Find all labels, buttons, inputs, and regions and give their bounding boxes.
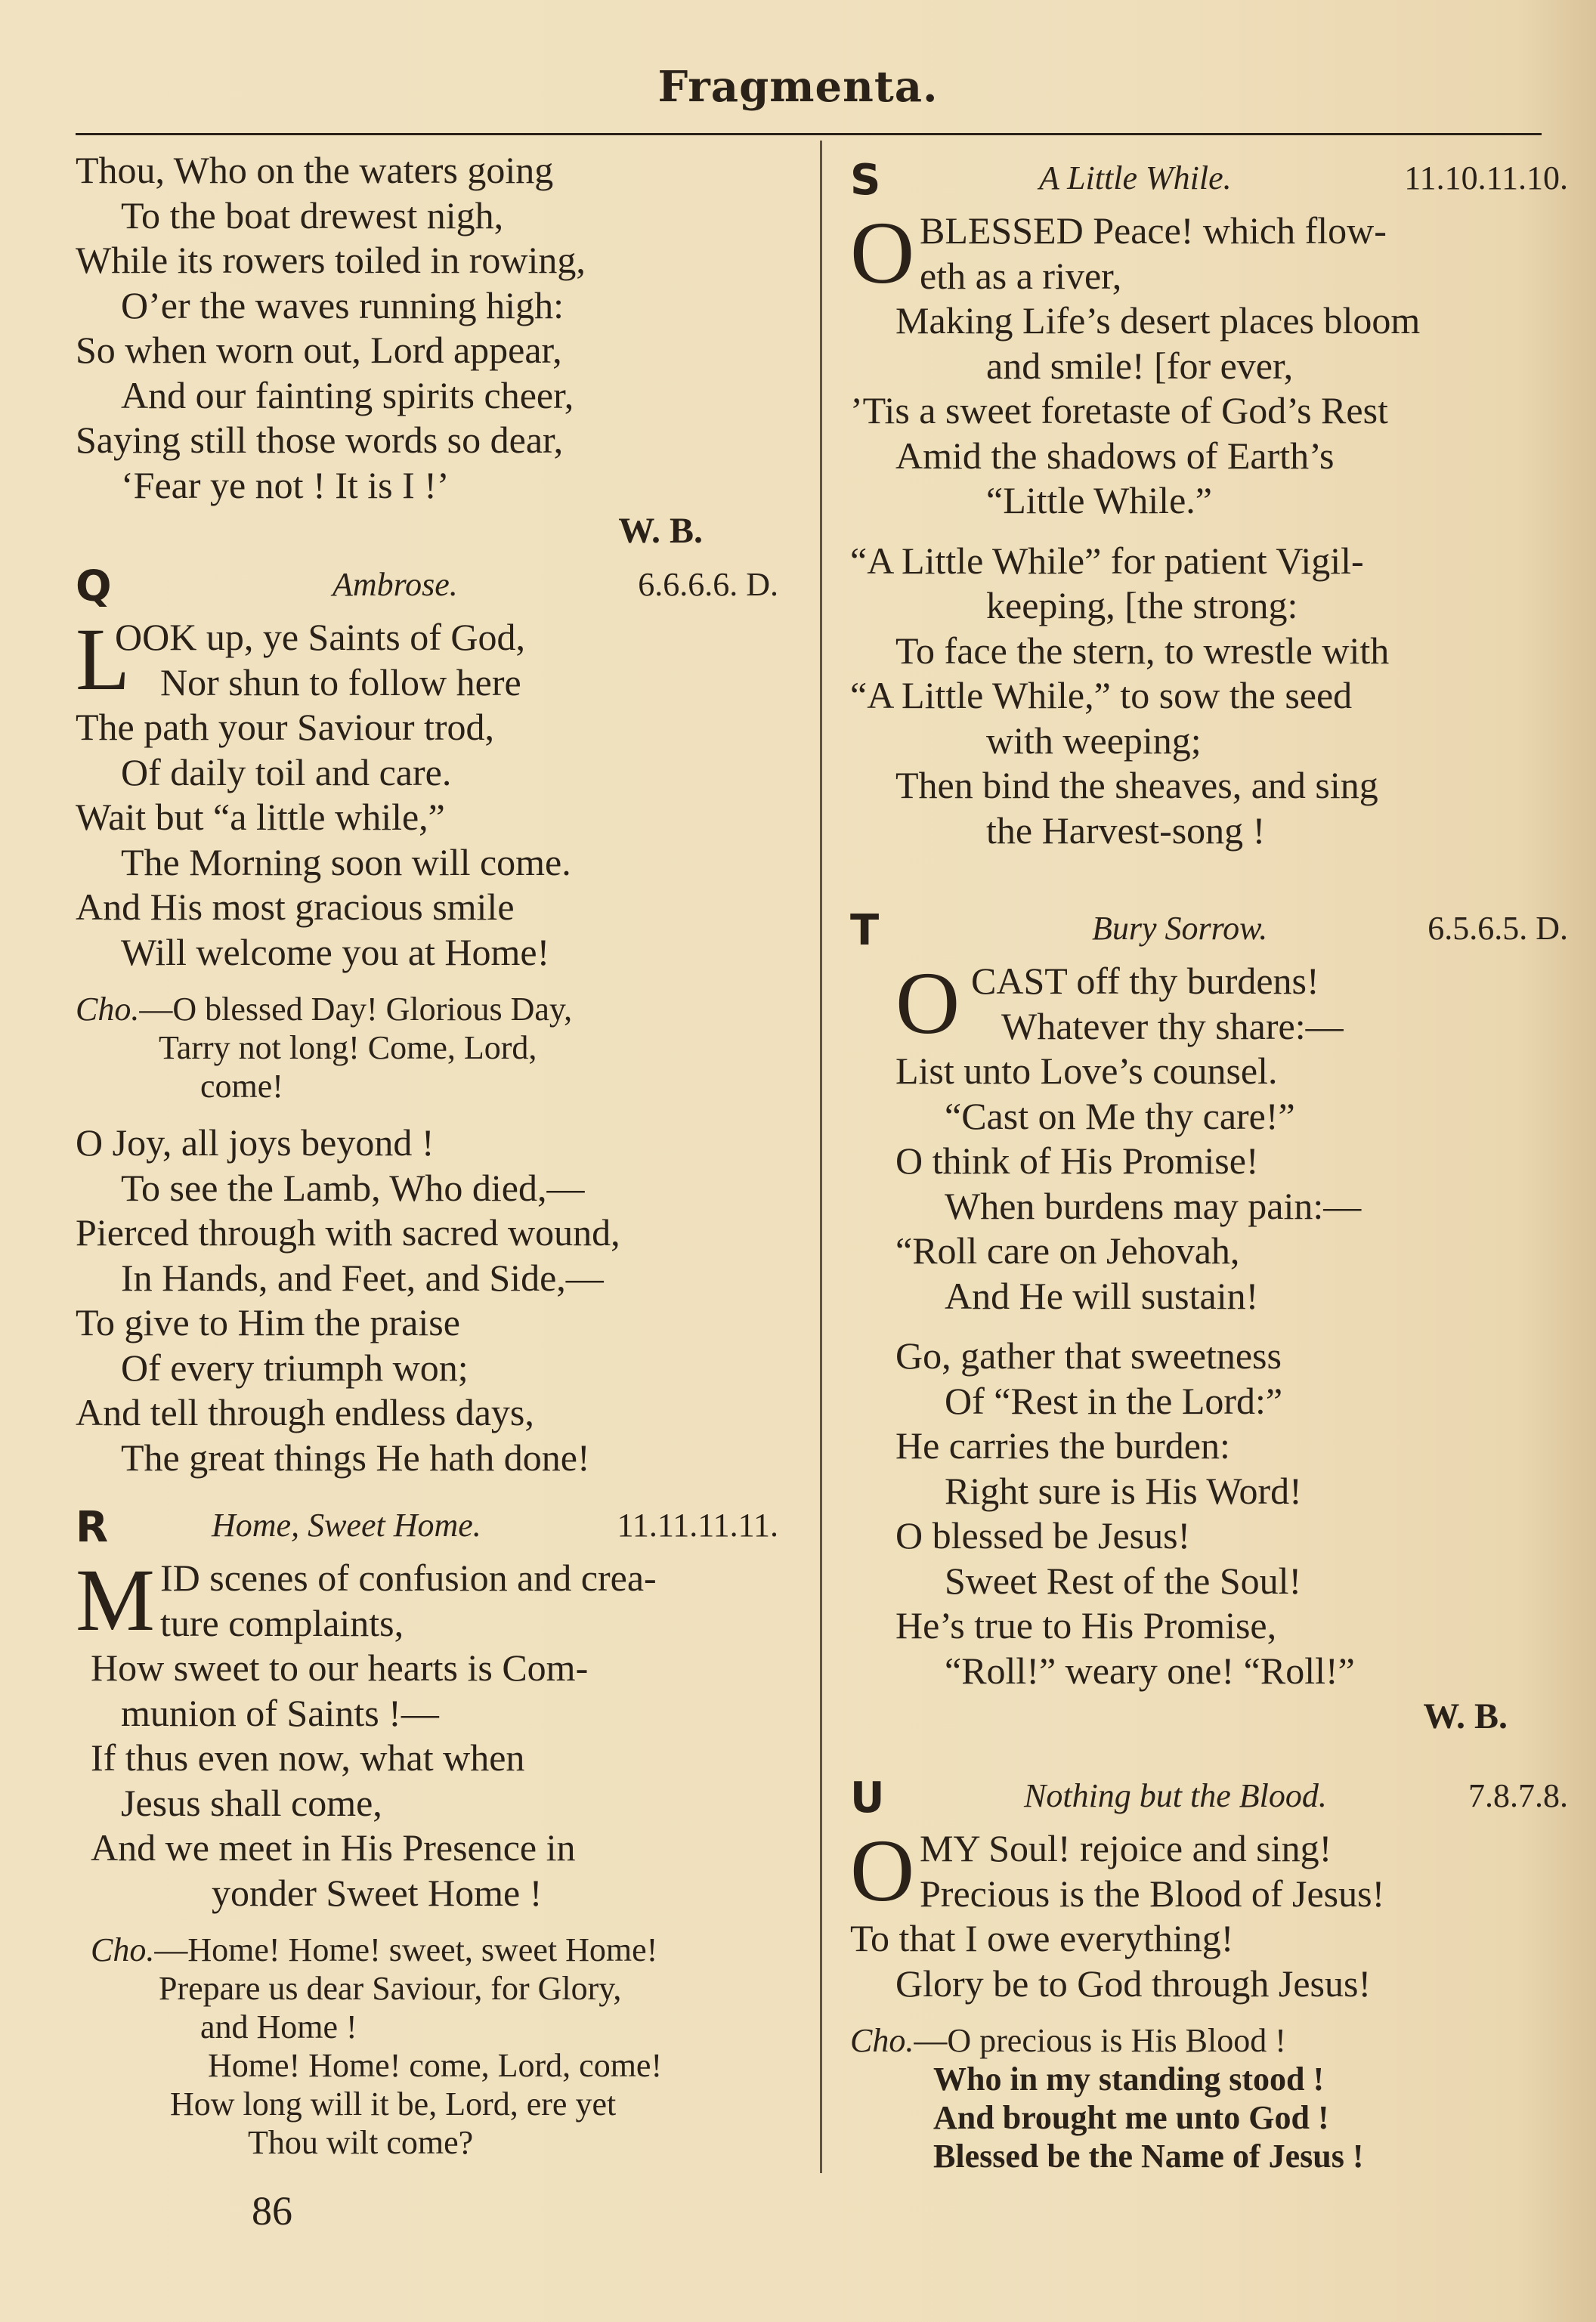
verse-line: List unto Love’s counsel. [895, 1050, 1278, 1092]
right-column [850, 148, 1576, 2175]
verse-line: Sweet Rest of the Soul! [945, 1559, 1302, 1602]
verse-line: Amid the shadows of Earth’s [895, 434, 1335, 477]
verse-line: Go, gather that sweetness [895, 1334, 1282, 1377]
header-rule [76, 133, 1542, 135]
stanza [850, 954, 1576, 1319]
verse-line: So when worn out, Lord appear, [76, 329, 562, 371]
hymn-letter: T [850, 906, 880, 955]
page-title: Fragmenta. [657, 62, 939, 112]
page-number: 86 [252, 2188, 292, 2234]
verse-line: Then bind the sheaves, and sing [895, 764, 1378, 806]
drop-cap: L [76, 610, 131, 709]
chorus-line: How long will it be, Lord, ere yet [170, 2085, 617, 2123]
verse-line: To give to Him the praise [76, 1301, 460, 1343]
chorus-line: come! [200, 1068, 283, 1105]
chorus [76, 990, 801, 1105]
verse-line: Of daily toil and care. [121, 750, 452, 793]
stanza [850, 539, 1576, 854]
stanza [850, 203, 1576, 524]
verse-line: MY Soul! rejoice and sing! [920, 1827, 1332, 1869]
chorus-label: Cho. [91, 1931, 155, 1968]
verse-line: OOK up, ye Saints of God, [115, 616, 526, 658]
verse-line: He carries the burden: [895, 1424, 1230, 1467]
chorus-label: Cho. [850, 2022, 914, 2059]
verse-line: How sweet to our hearts is Com- [91, 1646, 589, 1689]
verse-line: Pierced through with sacred wound, [76, 1211, 620, 1254]
chorus-text: —O blessed Day! Glorious Day, [139, 991, 573, 1028]
chorus-line: Prepare us dear Saviour, for Glory, [159, 1970, 622, 2007]
hymn-u [850, 1766, 1576, 2175]
verse-line: While its rowers toiled in rowing, [76, 239, 586, 281]
verse-line: And His most gracious smile [76, 886, 515, 928]
verse-line: To see the Lamb, Who died,— [121, 1166, 585, 1209]
hymn-p-continuation [76, 148, 801, 555]
verse-line: Wait but “a little while,” [76, 796, 445, 838]
verse-line: with weeping; [986, 719, 1202, 762]
verse-line: Precious is the Blood of Jesus! [920, 1872, 1385, 1915]
chorus-line: Tarry not long! Come, Lord, [159, 1029, 537, 1066]
hymn-heading [850, 1766, 1576, 1826]
drop-cap: O [895, 954, 960, 1053]
tune-name: Nothing but the Blood. [1024, 1777, 1327, 1814]
chorus-line [76, 1931, 801, 1969]
chorus-label: Cho. [76, 991, 140, 1028]
stanza [76, 1551, 801, 1915]
hymn-q [76, 555, 801, 1480]
verse-line: And we meet in His Presence in [91, 1826, 576, 1869]
hymn-t [850, 898, 1576, 1740]
verse-line: If thus even now, what when [91, 1736, 525, 1779]
chorus-line [850, 2021, 1576, 2060]
verse-line: CAST off thy burdens! [971, 960, 1319, 1002]
hymn-r [76, 1495, 801, 2162]
tune-name: Ambrose. [332, 566, 458, 603]
hymn-heading [850, 898, 1576, 959]
tune-name: A Little While. [1039, 159, 1232, 196]
verse-line: ture complaints, [160, 1601, 404, 1644]
verse-line: Whatever thy share:— [1001, 1004, 1344, 1047]
verse-line: “Cast on Me thy care!” [945, 1094, 1295, 1137]
author-signature: W. B. [1423, 1696, 1508, 1736]
verse-line: O’er the waves running high: [121, 283, 564, 326]
verse-line: When burdens may pain:— [945, 1184, 1362, 1227]
verse-line: Making Life’s desert places bloom [895, 299, 1421, 342]
tune-meter: 6.5.6.5. D. [1427, 910, 1568, 947]
chorus-line: Who in my standing stood ! [933, 2061, 1325, 2098]
hymn-letter: Q [76, 562, 112, 611]
hymn-letter: S [850, 156, 881, 205]
verse-line: “Little While.” [986, 479, 1212, 521]
verse-line: ID scenes of confusion and crea- [160, 1557, 657, 1599]
verse-line: Of “Rest in the Lord:” [945, 1379, 1283, 1422]
verse-line: To that I owe everything! [850, 1917, 1234, 1959]
chorus-line: Home! Home! come, Lord, come! [208, 2047, 663, 2084]
chorus-text: —O precious is His Blood ! [914, 2022, 1286, 2059]
chorus-line [76, 990, 801, 1028]
verse-line: In Hands, and Feet, and Side,— [121, 1256, 604, 1299]
hymn-heading [76, 1495, 801, 1556]
verse-line: ’Tis a sweet foretaste of God’s Rest [850, 389, 1388, 431]
verse-line: Right sure is His Word! [945, 1469, 1302, 1512]
tune-name: Home, Sweet Home. [212, 1507, 481, 1544]
tune-meter: 7.8.7.8. [1468, 1777, 1568, 1814]
hymn-letter: R [76, 1503, 109, 1552]
verse-line: BLESSED Peace! which flow- [920, 209, 1387, 252]
verse-line: O blessed be Jesus! [895, 1514, 1191, 1557]
left-column [76, 148, 801, 2162]
verse-line: Of every triumph won; [121, 1346, 469, 1389]
verse-line: “Roll care on Jehovah, [895, 1229, 1240, 1272]
tune-name: Bury Sorrow. [1092, 910, 1268, 947]
chorus-line: Blessed be the Name of Jesus ! [933, 2138, 1364, 2175]
verse-line: Thou, Who on the waters going [76, 149, 554, 191]
verse-line: Saying still those words so dear, [76, 419, 564, 461]
verse-line: “Roll!” weary one! “Roll!” [945, 1649, 1355, 1692]
verse-line: To the boat drewest nigh, [121, 193, 504, 237]
verse-line: The Morning soon will come. [121, 840, 571, 883]
verse-line: O think of His Promise! [895, 1139, 1259, 1182]
verse-line: eth as a river, [920, 254, 1122, 297]
hymn-s [850, 148, 1576, 853]
chorus [850, 2021, 1576, 2175]
verse-line: Glory be to God through Jesus! [895, 1962, 1372, 2005]
verse-line: O Joy, all joys beyond ! [76, 1121, 435, 1164]
hymn-heading [850, 148, 1576, 209]
verse-line: yonder Sweet Home ! [212, 1871, 543, 1914]
verse-line: keeping, [the strong: [986, 584, 1298, 626]
tune-meter: 11.10.11.10. [1404, 159, 1568, 196]
chorus-line: Thou wilt come? [248, 2124, 474, 2161]
verse-line: “A Little While,” to sow the seed [850, 674, 1353, 716]
verse-line: ‘Fear ye not ! It is I !’ [121, 463, 450, 506]
hymn-letter: U [850, 1773, 885, 1823]
stanza [850, 1334, 1576, 1740]
hymn-heading [76, 555, 801, 615]
verse-line: And He will sustain! [945, 1274, 1259, 1317]
verse-line: Nor shun to follow here [160, 660, 521, 703]
stanza [76, 610, 801, 975]
author-signature: W. B. [618, 511, 703, 551]
verse-line: Jesus shall come, [121, 1781, 382, 1824]
verse-line: The path your Saviour trod, [76, 706, 495, 748]
drop-cap: O [850, 1821, 915, 1920]
stanza [76, 1121, 801, 1480]
drop-cap: O [850, 203, 915, 302]
drop-cap: M [76, 1551, 155, 1650]
verse-line: Will welcome you at Home! [121, 930, 550, 973]
verse-line: And our fainting spirits cheer, [121, 373, 574, 416]
verse-line: the Harvest-song ! [986, 809, 1266, 852]
verse-line: The great things He hath done! [121, 1436, 590, 1479]
verse-line: munion of Saints !— [121, 1691, 439, 1734]
chorus-line: And brought me unto God ! [933, 2099, 1329, 2136]
chorus-line: and Home ! [200, 2008, 357, 2045]
verse-line: And tell through endless days, [76, 1391, 534, 1433]
verse-line: “A Little While” for patient Vigil- [850, 539, 1364, 582]
column-divider [820, 141, 822, 2173]
verse-line: To face the stern, to wrestle with [895, 629, 1390, 672]
chorus-text: —Home! Home! sweet, sweet Home! [154, 1931, 658, 1968]
verse-line: He’s true to His Promise, [895, 1604, 1277, 1646]
tune-meter: 11.11.11.11. [617, 1507, 778, 1544]
stanza [850, 1821, 1576, 2006]
tune-meter: 6.6.6.6. D. [638, 566, 778, 603]
chorus [76, 1931, 801, 2162]
verse-line: and smile! [for ever, [986, 344, 1294, 387]
